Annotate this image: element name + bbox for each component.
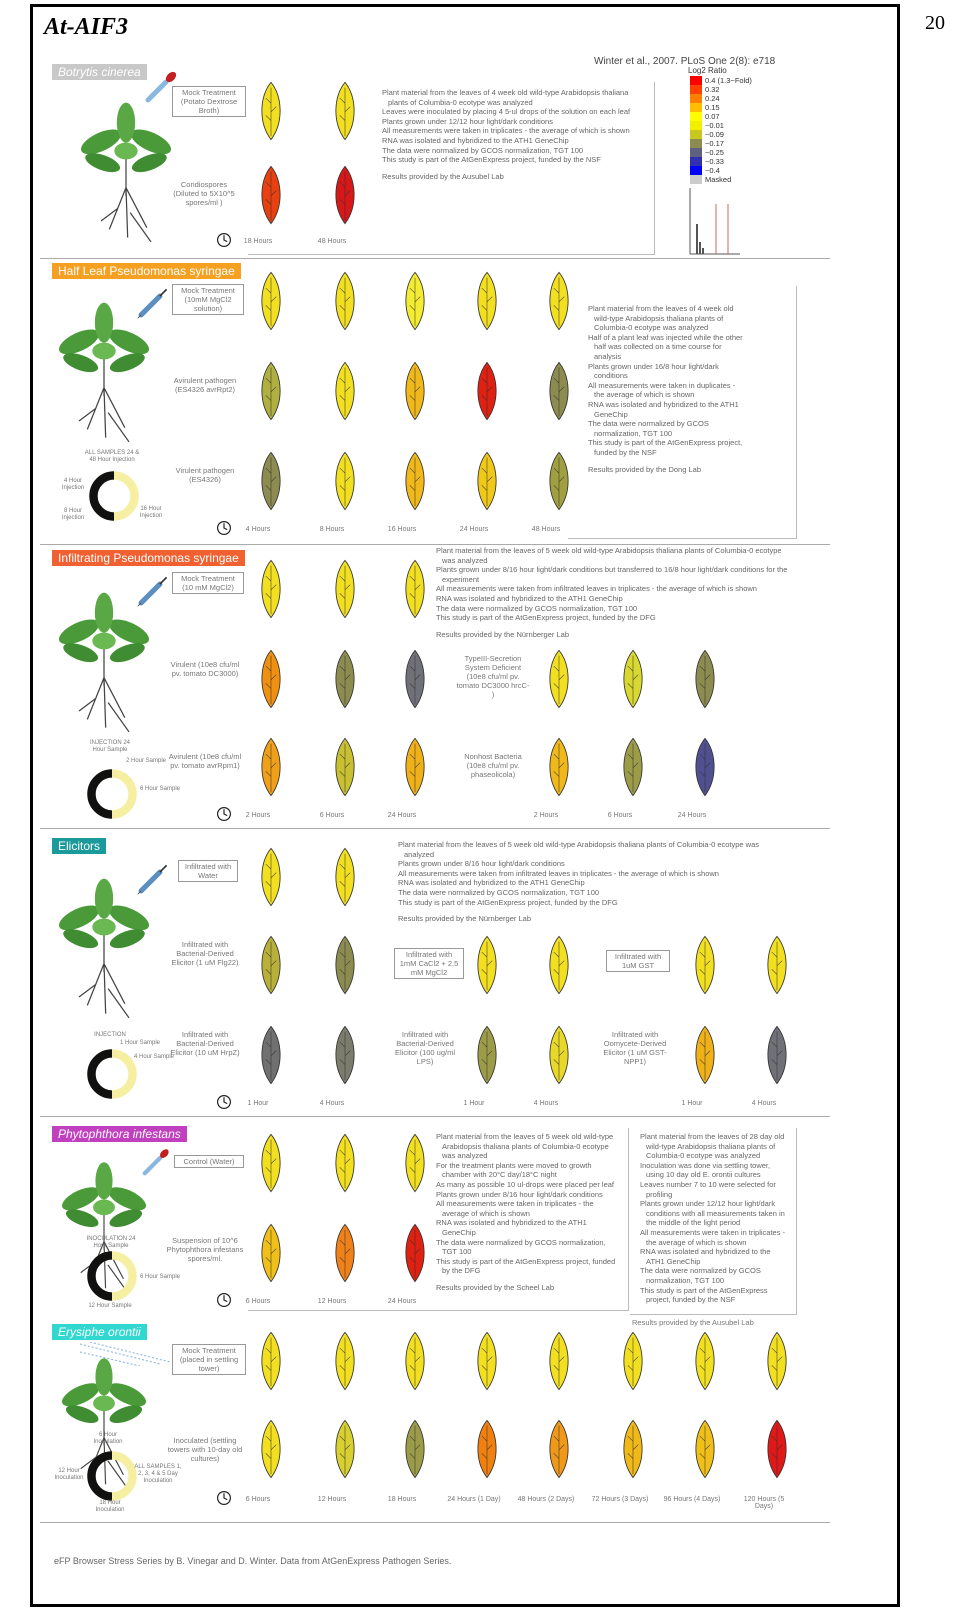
description-line: The data were normalized by GCOS normalization, TGT 100 <box>436 603 638 613</box>
description-line: The data were normalized by GCOS normalization, TGT 100 <box>640 1266 761 1285</box>
legend-row <box>690 139 724 148</box>
page-number: 20 <box>925 12 945 34</box>
section-title-phytophthora: Phytophthora infestans <box>52 1126 187 1142</box>
time-label: 1 Hour <box>681 1100 703 1107</box>
leaf-expression-mark <box>474 1328 500 1394</box>
legend-swatch <box>690 157 702 166</box>
leaf-expression-mark <box>258 268 284 334</box>
leaf-expression-mark <box>258 78 284 144</box>
legend-row <box>690 94 720 103</box>
mock-label: Mock Treatment (10mM MgCl2 solution) <box>172 284 244 315</box>
leaf-expression-mark <box>332 1130 358 1196</box>
leaf-expression-mark <box>620 1328 646 1394</box>
description-line: Half of a plant leaf was injected while the other half was collected on a time course for analysis <box>588 332 743 361</box>
description-line: The data were normalized by GCOS normalization, TGT 100 <box>588 419 709 438</box>
section-title-halfleaf: Half Leaf Pseudomonas syringae <box>52 263 241 279</box>
legend-histogram <box>688 184 742 258</box>
time-label: 72 Hours (3 Days) <box>591 1496 649 1503</box>
description-line: All measurements were taken from infiltrated leaves in triplicates - the average of which is shown <box>436 584 757 594</box>
legend-swatch <box>690 166 702 175</box>
leaf-expression-mark <box>546 1022 572 1088</box>
leaf-expression-mark <box>692 1328 718 1394</box>
leaf-expression-mark <box>474 268 500 334</box>
legend-swatch <box>690 175 702 184</box>
leaf-expression-mark <box>258 1220 284 1286</box>
legend-row <box>690 85 720 94</box>
treatment-label: Infiltrated with 1uM GST <box>606 950 670 972</box>
leaf-expression-mark <box>258 162 284 228</box>
leaf-expression-mark <box>474 358 500 424</box>
sampling-ring <box>84 766 140 822</box>
description-line: Plant material from the leaves of 4 week old wild-type Arabidopsis thaliana plants of Columbia-0 ecotype was analyzed <box>382 88 629 107</box>
leaf-expression-mark <box>546 646 572 712</box>
legend-swatch <box>690 139 702 148</box>
time-label: 48 Hours <box>531 526 561 533</box>
leaf-expression-mark <box>546 1328 572 1394</box>
mock-label: Mock Treatment (placed in settling tower) <box>172 1344 246 1375</box>
leaf-expression-mark <box>474 448 500 514</box>
results-credit: Results provided by the Ausubel Lab <box>632 1318 754 1327</box>
legend-label: ~0.4 <box>705 166 720 175</box>
divider <box>40 828 830 829</box>
leaf-expression-mark <box>692 932 718 998</box>
legend-label: ~0.01 <box>705 121 724 130</box>
leaf-expression-mark <box>332 844 358 910</box>
legend-swatch <box>690 103 702 112</box>
leaf-expression-mark <box>546 734 572 800</box>
treatment-label: Avirulent pathogen (ES4326 avrRpt2) <box>173 376 237 394</box>
plant-image <box>54 586 154 736</box>
sampling-label: 6 Hour Inoculation <box>93 1432 123 1446</box>
treatment-label: Infiltrated with Oomycete-Derived Elicitor (1 uM GST-NPP1) <box>603 1030 667 1066</box>
sampling-label: 6 Hour Sample <box>139 786 181 792</box>
description-line: RNA was isolated and hybridized to the ATH1 GeneChip <box>588 399 739 419</box>
description-line: Plant material from the leaves of 5 week old wild-type Arabidopsis thaliana plants of Columbia-0 ecotype was analyzed <box>436 546 782 565</box>
sampling-label: 2 Hour Sample <box>125 758 167 764</box>
legend-label: ~0.17 <box>705 139 724 148</box>
treatment-label: Nonhost Bacteria (10e8 cfu/ml pv. phaseolicola) <box>464 752 522 779</box>
description-line: Plants grown under 16/8 hour light/dark conditions <box>588 361 719 381</box>
time-label: 6 Hours <box>245 1496 271 1503</box>
leaf-expression-mark <box>258 1328 284 1394</box>
control-label: Control (Water) <box>174 1155 244 1168</box>
divider <box>40 544 830 545</box>
divider <box>40 1116 830 1117</box>
leaf-expression-mark <box>402 646 428 712</box>
time-label: 24 Hours <box>387 1298 417 1305</box>
description-line: All measurements were taken in triplicates - the average of which is shown <box>640 1227 786 1247</box>
leaf-expression-mark <box>332 1328 358 1394</box>
leaf-expression-mark <box>764 932 790 998</box>
leaf-expression-mark <box>258 646 284 712</box>
leaf-expression-mark <box>258 1416 284 1482</box>
leaf-expression-mark <box>402 1416 428 1482</box>
description-line: RNA was isolated and hybridized to the ATH1 GeneChip <box>398 878 585 888</box>
leaf-expression-mark <box>402 448 428 514</box>
time-label: 24 Hours <box>459 526 489 533</box>
leaf-expression-mark <box>692 1416 718 1482</box>
leaf-expression-mark <box>402 268 428 334</box>
citation: Winter et al., 2007. PLoS One 2(8): e718 <box>594 56 776 67</box>
time-label: 96 Hours (4 Days) <box>663 1496 721 1503</box>
leaf-expression-mark <box>546 932 572 998</box>
legend-row <box>690 76 752 85</box>
time-label: 2 Hours <box>533 812 559 819</box>
plant-image <box>76 96 176 246</box>
sampling-label: 8 Hour Injection <box>61 508 85 522</box>
legend-title: Log2 Ratio <box>688 66 727 75</box>
description-line: Plants grown under 8/16 hour light/dark conditions <box>436 1189 603 1199</box>
sampling-label: 1 Hour Sample <box>119 1040 161 1046</box>
description-line: This study is part of the AtGenExpress project, funded by the NSF <box>588 438 743 457</box>
description-line: Plants grown under 8/16 hour light/dark conditions <box>398 859 565 869</box>
section-description <box>436 1132 622 1293</box>
leaf-expression-mark <box>332 358 358 424</box>
water-label: Infiltrated with Water <box>178 860 238 882</box>
leaf-expression-mark <box>546 448 572 514</box>
time-label: 6 Hours <box>607 812 633 819</box>
time-label: 4 Hours <box>533 1100 559 1107</box>
leaf-expression-mark <box>692 734 718 800</box>
legend-label: Masked <box>705 175 732 184</box>
leaf-expression-mark <box>332 1416 358 1482</box>
description-line: Plant material from the leaves of 5 week old wild-type Arabidopsis thaliana plants of Columbia-0 ecotype was analyzed <box>398 840 760 859</box>
leaf-expression-mark <box>474 932 500 998</box>
results-credit: Results provided by the Nürnberger Lab <box>398 914 531 924</box>
time-label: 16 Hours <box>387 526 417 533</box>
leaf-expression-mark <box>402 556 428 622</box>
section-description <box>640 1132 790 1305</box>
leaf-expression-mark <box>402 1220 428 1286</box>
legend-swatch <box>690 148 702 157</box>
legend-label: 0.15 <box>705 103 720 112</box>
description-line: This study is part of the AtGenExpress project, funded by the DFG <box>398 897 618 907</box>
leaf-expression-mark <box>474 1022 500 1088</box>
leaf-expression-mark <box>620 646 646 712</box>
leaf-expression-mark <box>620 734 646 800</box>
time-label: 120 Hours (5 Days) <box>743 1496 785 1510</box>
sampling-label: ALL SAMPLES 24 & 48 Hour Injection <box>84 450 140 464</box>
plant-image <box>54 296 154 446</box>
time-label: 24 Hours (1 Day) <box>447 1496 501 1503</box>
leaf-expression-mark <box>258 448 284 514</box>
leaf-expression-mark <box>332 1022 358 1088</box>
time-label: 24 Hours <box>387 812 417 819</box>
leaf-expression-mark <box>402 1328 428 1394</box>
divider <box>40 1522 830 1523</box>
leaf-expression-mark <box>546 1416 572 1482</box>
footer-credit: eFP Browser Stress Series by B. Vinegar and D. Winter. Data from AtGenExpress Pathogen Series. <box>54 1556 452 1566</box>
legend-row <box>690 130 724 139</box>
time-label: 18 Hours <box>387 1496 417 1503</box>
leaf-expression-mark <box>474 1416 500 1482</box>
leaf-expression-mark <box>332 646 358 712</box>
sampling-label: 4 Hour Sample <box>133 1054 175 1060</box>
description-line: Plant material from the leaves of 4 week old wild-type Arabidopsis thaliana plants of Columbia-0 ecotype was analyzed <box>588 304 734 333</box>
description-line: Plants grown under 12/12 hour light/dark conditions with all measurements taken in the middle of the light period <box>640 1199 785 1228</box>
leaf-expression-mark <box>402 734 428 800</box>
section-description <box>436 546 796 639</box>
sampling-label: 12 Hour Sample <box>88 1303 132 1309</box>
leaf-expression-mark <box>764 1328 790 1394</box>
description-line: This study is part of the AtGenExpress project, funded by the DFG <box>436 1256 616 1276</box>
mock-label: Mock Treatment (Potato Dextrose Broth) <box>172 86 246 117</box>
time-label: 12 Hours <box>317 1298 347 1305</box>
description-line: Plant material from the leaves of 28 day old wild-type Arabidopsis thaliana plants of Columbia-0 ecotype was analyzed <box>640 1132 785 1161</box>
treatment-label: Virulent pathogen (ES4326) <box>175 466 235 484</box>
description-line: This study is part of the AtGenExpress project, funded by the DFG <box>436 613 656 623</box>
leaf-expression-mark <box>620 1416 646 1482</box>
time-label: 4 Hours <box>751 1100 777 1107</box>
time-label: 18 Hours <box>243 238 273 245</box>
sampling-label: 12 Hour Inoculation <box>54 1468 84 1482</box>
treatment-label: Infiltrated with Bacterial-Derived Elicitor (10 uM HrpZ) <box>170 1030 240 1057</box>
leaf-expression-mark <box>332 78 358 144</box>
time-label: 6 Hours <box>245 1298 271 1305</box>
leaf-expression-mark <box>258 734 284 800</box>
description-line: Inoculation was done via settling tower, using 10 day old E. orontii cultures <box>640 1160 771 1180</box>
description-line: All measurements were taken from infiltrated leaves in triplicates - the average of which is shown <box>398 868 719 878</box>
legend-row <box>690 157 724 166</box>
leaf-expression-mark <box>332 448 358 514</box>
legend-swatch <box>690 94 702 103</box>
legend-swatch <box>690 130 702 139</box>
description-line: RNA was isolated and hybridized to the ATH1 GeneChip <box>436 593 623 603</box>
sampling-label: INOCULATION 24 Hour Sample <box>86 1236 136 1250</box>
description-line: This study is part of the AtGenExpress project, funded by the NSF <box>640 1285 768 1305</box>
results-credit: Results provided by the Nürnberger Lab <box>436 629 569 639</box>
description-line: Leaves number 7 to 10 were selected for profiling <box>640 1179 776 1199</box>
description-line: Plants grown under 8/16 hour light/dark conditions but transferred to 16/8 hour light/dark conditions for the experiment <box>436 565 788 584</box>
leaf-expression-mark <box>258 1130 284 1196</box>
treatment-label: TypeIII-Secretion System Deficient (10e8 cfu/ml pv. tomato DC3000 hrcC- ) <box>456 654 530 699</box>
legend-label: 0.32 <box>705 85 720 94</box>
sampling-label: INJECTION <box>94 1032 126 1038</box>
legend-swatch <box>690 112 702 121</box>
leaf-expression-mark <box>258 556 284 622</box>
time-label: 8 Hours <box>319 526 345 533</box>
leaf-expression-mark <box>332 734 358 800</box>
description-line: Plant material from the leaves of 5 week old wild-type Arabidopsis thaliana plants of Columbia-0 ecotype was analyzed <box>436 1132 614 1161</box>
sampling-label: 4 Hour Injection <box>61 478 85 492</box>
description-line: All measurements were taken in duplicates - the average of which is shown <box>588 380 736 400</box>
leaf-expression-mark <box>258 932 284 998</box>
description-line: For the treatment plants were moved to growth chamber with 20°C day/18°C night <box>436 1160 592 1180</box>
plant-image <box>54 872 154 1022</box>
sampling-label: 18 Hour Inoculation <box>95 1500 125 1514</box>
legend-label: ~0.25 <box>705 148 724 157</box>
sampling-label: INJECTION 24 Hour Sample <box>89 740 130 754</box>
leaf-expression-mark <box>546 268 572 334</box>
legend-row <box>690 148 724 157</box>
leaf-expression-mark <box>258 358 284 424</box>
description-line: The data were normalized by GCOS normalization, TGT 100 <box>436 1237 606 1257</box>
description-line: Leaves were inoculated by placing 4 5-ul drops of the solution on each leaf <box>382 107 631 117</box>
mock-label: Mock Treatment (10 mM MgCl2) <box>172 572 244 594</box>
legend-row <box>690 175 731 184</box>
legend-swatch <box>690 76 702 85</box>
legend-label: 0.07 <box>705 112 720 121</box>
description-line: All measurements were taken in triplicates - the average of which is shown <box>436 1199 594 1218</box>
treatment-label: Condiospores (Diluted to 5X10^5 spores/ml ) <box>173 180 235 207</box>
legend-swatch <box>690 85 702 94</box>
description-line: The data were normalized by GCOS normalization, TGT 100 <box>398 887 600 897</box>
leaf-expression-mark <box>764 1022 790 1088</box>
gene-title: At-AIF3 <box>44 14 129 40</box>
description-line: All measurements were taken in triplicates - the average of which is shown <box>382 126 630 136</box>
time-label: 24 Hours <box>677 812 707 819</box>
treatment-label: Inoculated (settling towers with 10-day old cultures) <box>167 1436 243 1463</box>
sampling-label: 6 Hour Sample <box>139 1274 181 1280</box>
leaf-expression-mark <box>402 1130 428 1196</box>
legend-row <box>690 121 724 130</box>
leaf-expression-mark <box>332 932 358 998</box>
description-line: This study is part of the AtGenExpress project, funded by the NSF <box>382 155 601 165</box>
section-title-elicitors: Elicitors <box>52 838 106 854</box>
leaf-expression-mark <box>332 162 358 228</box>
results-credit: Results provided by the Dong Lab <box>588 464 701 474</box>
description-line: RNA was isolated and hybridized to the ATH1 GeneChip <box>436 1218 587 1237</box>
leaf-expression-mark <box>332 1220 358 1286</box>
section-description <box>398 840 788 924</box>
section-title-botrytis: Botrytis cinerea <box>52 64 147 80</box>
treatment-label: Avirulent (10e8 cfu/ml pv. tomato avrRpm1) <box>168 752 242 770</box>
description-line: Plants grown under 12/12 hour light/dark conditions <box>382 116 553 126</box>
time-label: 1 Hour <box>247 1100 269 1107</box>
leaf-expression-mark <box>546 358 572 424</box>
treatment-label: Suspension of 10^6 Phytophthora infestans spores/ml. <box>166 1236 244 1263</box>
legend-row <box>690 103 720 112</box>
section-description <box>588 304 744 474</box>
legend-label: 0.24 <box>705 94 720 103</box>
leaf-expression-mark <box>258 1022 284 1088</box>
treatment-label: Infiltrated with Bacterial-Derived Elicitor (100 ug/ml LPS) <box>394 1030 456 1066</box>
time-label: 4 Hours <box>319 1100 345 1107</box>
leaf-expression-mark <box>332 556 358 622</box>
sampling-ring <box>84 1248 140 1304</box>
leaf-expression-mark <box>258 844 284 910</box>
sampling-label: ALL SAMPLES 1, 2, 3, 4 & 5 Day Inoculation <box>134 1464 182 1485</box>
section-title-infiltrating: Infiltrating Pseudomonas syringae <box>52 550 245 566</box>
results-credit: Results provided by the Ausubel Lab <box>382 171 504 181</box>
section-description <box>382 88 632 181</box>
leaf-expression-mark <box>692 1022 718 1088</box>
treatment-label: Virulent (10e8 cfu/ml pv. tomato DC3000) <box>170 660 240 678</box>
sampling-ring <box>86 468 142 524</box>
legend-label: ~0.09 <box>705 130 724 139</box>
time-label: 1 Hour <box>463 1100 485 1107</box>
treatment-label: Infiltrated with 1mM CaCl2 + 2.5 mM MgCl2 <box>394 948 464 979</box>
section-title-erysiphe: Erysiphe orontii <box>52 1324 147 1340</box>
description-line: As many as possible 10 ul-drops were placed per leaf <box>436 1179 615 1189</box>
time-label: 6 Hours <box>319 812 345 819</box>
sampling-label: 16 Hour Injection <box>139 506 163 520</box>
leaf-expression-mark <box>692 646 718 712</box>
leaf-expression-mark <box>402 358 428 424</box>
description-line: The data were normalized by GCOS normalization, TGT 100 <box>382 145 584 155</box>
time-label: 12 Hours <box>317 1496 347 1503</box>
description-line: RNA was isolated and hybridized to the ATH1 GeneChip <box>640 1247 771 1266</box>
legend-row <box>690 166 720 175</box>
time-label: 48 Hours (2 Days) <box>517 1496 575 1503</box>
leaf-expression-mark <box>332 268 358 334</box>
legend-row <box>690 112 720 121</box>
legend-swatch <box>690 121 702 130</box>
time-label: 2 Hours <box>245 812 271 819</box>
results-credit: Results provided by the Scheel Lab <box>436 1282 554 1292</box>
divider <box>40 258 830 259</box>
time-label: 4 Hours <box>245 526 271 533</box>
time-label: 48 Hours <box>317 238 347 245</box>
description-line: RNA was isolated and hybridized to the ATH1 GeneChip <box>382 135 569 145</box>
legend-label: 0.4 (1.3~Fold) <box>705 76 752 85</box>
leaf-expression-mark <box>764 1416 790 1482</box>
treatment-label: Infiltrated with Bacterial-Derived Elicitor (1 uM Flg22) <box>171 940 239 967</box>
legend-label: ~0.33 <box>705 157 724 166</box>
